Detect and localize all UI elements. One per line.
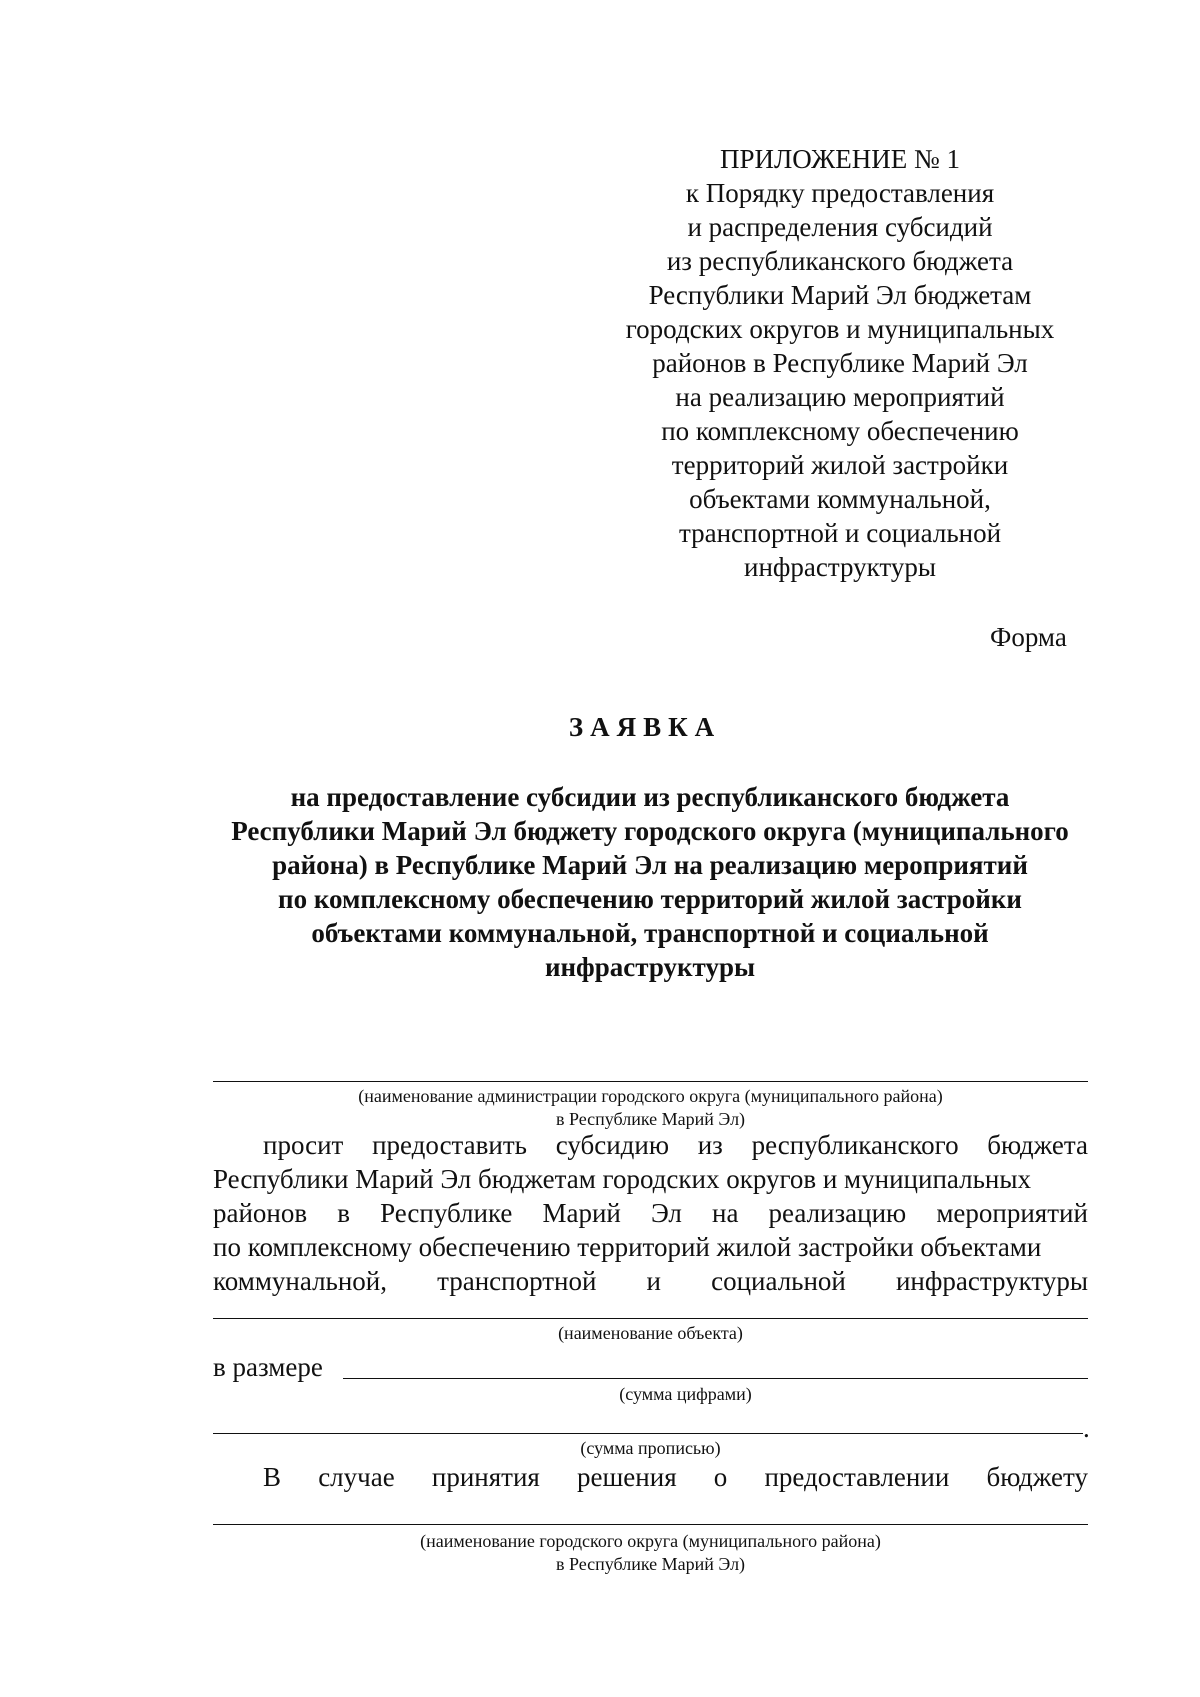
word: на xyxy=(712,1198,739,1228)
word: бюджету xyxy=(986,1462,1088,1492)
district-name-field-line[interactable] xyxy=(213,1524,1088,1525)
word: республиканского xyxy=(751,1130,959,1160)
caption-line: (наименование городского округа (муниципального района) xyxy=(420,1531,881,1551)
appendix-line: инфраструктуры xyxy=(744,552,936,582)
amount-words-field-line[interactable] xyxy=(213,1433,1083,1434)
appendix-line: на реализацию мероприятий xyxy=(675,382,1005,412)
amount-label: в размере xyxy=(213,1352,323,1382)
caption-line: в Республике Марий Эл) xyxy=(555,1554,746,1574)
word: и xyxy=(646,1266,661,1296)
word: предоставлении xyxy=(764,1462,950,1492)
word: Эл xyxy=(650,1198,682,1228)
sentence-period: . xyxy=(1083,1413,1090,1443)
word: о xyxy=(713,1462,728,1492)
admin-name-caption xyxy=(213,1085,1088,1131)
appendix-line: районов в Республике Марий Эл xyxy=(652,348,1028,378)
subtitle-line: инфраструктуры xyxy=(544,952,756,982)
word: Республике xyxy=(380,1198,513,1228)
word: мероприятий xyxy=(936,1198,1088,1228)
request-line-3 xyxy=(213,1196,1088,1230)
form-label: Форма xyxy=(990,622,1067,652)
appendix-line: и распределения субсидий xyxy=(687,212,993,242)
subtitle-line: на предоставление субсидии из республиканского бюджета xyxy=(290,782,1010,812)
district-name-caption xyxy=(213,1530,1088,1576)
word: инфраструктуры xyxy=(895,1266,1088,1296)
subtitle-line: района) в Республике Марий Эл на реализацию мероприятий xyxy=(272,850,1028,880)
document-title: ЗАЯВКА xyxy=(568,712,722,742)
appendix-line: ПРИЛОЖЕНИЕ № 1 xyxy=(719,144,961,174)
word: принятия xyxy=(431,1462,540,1492)
word: из xyxy=(697,1130,723,1160)
appendix-line: из республиканского бюджета xyxy=(666,246,1014,276)
request-line-1 xyxy=(263,1128,1088,1162)
appendix-header xyxy=(560,142,1120,584)
word: транспортной xyxy=(437,1266,597,1296)
amount-digits-caption: (сумма цифрами) xyxy=(619,1384,752,1404)
appendix-line: городских округов и муниципальных xyxy=(625,314,1055,344)
subtitle-line: по комплексному обеспечению территорий жилой застройки xyxy=(278,884,1022,914)
request-line-4: по комплексному обеспечению территорий жилой застройки объектами xyxy=(213,1232,1042,1262)
appendix-line: к Порядку предоставления xyxy=(685,178,995,208)
amount-digits-field-line[interactable] xyxy=(343,1378,1088,1379)
word: бюджета xyxy=(987,1130,1088,1160)
word: социальной xyxy=(711,1266,846,1296)
decision-line xyxy=(263,1460,1088,1494)
object-name-field-line[interactable] xyxy=(213,1318,1088,1319)
word: в xyxy=(337,1198,350,1228)
word: субсидию xyxy=(555,1130,670,1160)
appendix-line: объектами коммунальной, xyxy=(689,484,991,514)
word: случае xyxy=(318,1462,395,1492)
amount-words-caption: (сумма прописью) xyxy=(580,1438,721,1458)
caption-line: в Республике Марий Эл) xyxy=(555,1109,746,1129)
caption-line: (наименование администрации городского округа (муниципального района) xyxy=(358,1086,943,1106)
appendix-line: транспортной и социальной xyxy=(678,518,1002,548)
word: Марий xyxy=(542,1198,621,1228)
word: коммунальной, xyxy=(213,1266,388,1296)
subtitle-line: объектами коммунальной, транспортной и социальной xyxy=(311,918,989,948)
appendix-line: территорий жилой застройки xyxy=(671,450,1009,480)
appendix-line: по комплексному обеспечению xyxy=(661,416,1019,446)
admin-name-field-line[interactable] xyxy=(213,1081,1088,1082)
appendix-line: Республики Марий Эл бюджетам xyxy=(648,280,1032,310)
request-line-5 xyxy=(213,1264,1088,1298)
word: решения xyxy=(577,1462,677,1492)
word: районов xyxy=(213,1198,308,1228)
request-line-2: Республики Марий Эл бюджетам городских округов и муниципальных xyxy=(213,1164,1031,1194)
word: В xyxy=(263,1462,282,1492)
document-subtitle xyxy=(200,780,1100,984)
object-name-caption: (наименование объекта) xyxy=(558,1323,743,1343)
word: просит xyxy=(263,1130,344,1160)
word: предоставить xyxy=(372,1130,527,1160)
subtitle-line: Республики Марий Эл бюджету городского округа (муниципального xyxy=(231,816,1069,846)
word: реализацию xyxy=(768,1198,907,1228)
